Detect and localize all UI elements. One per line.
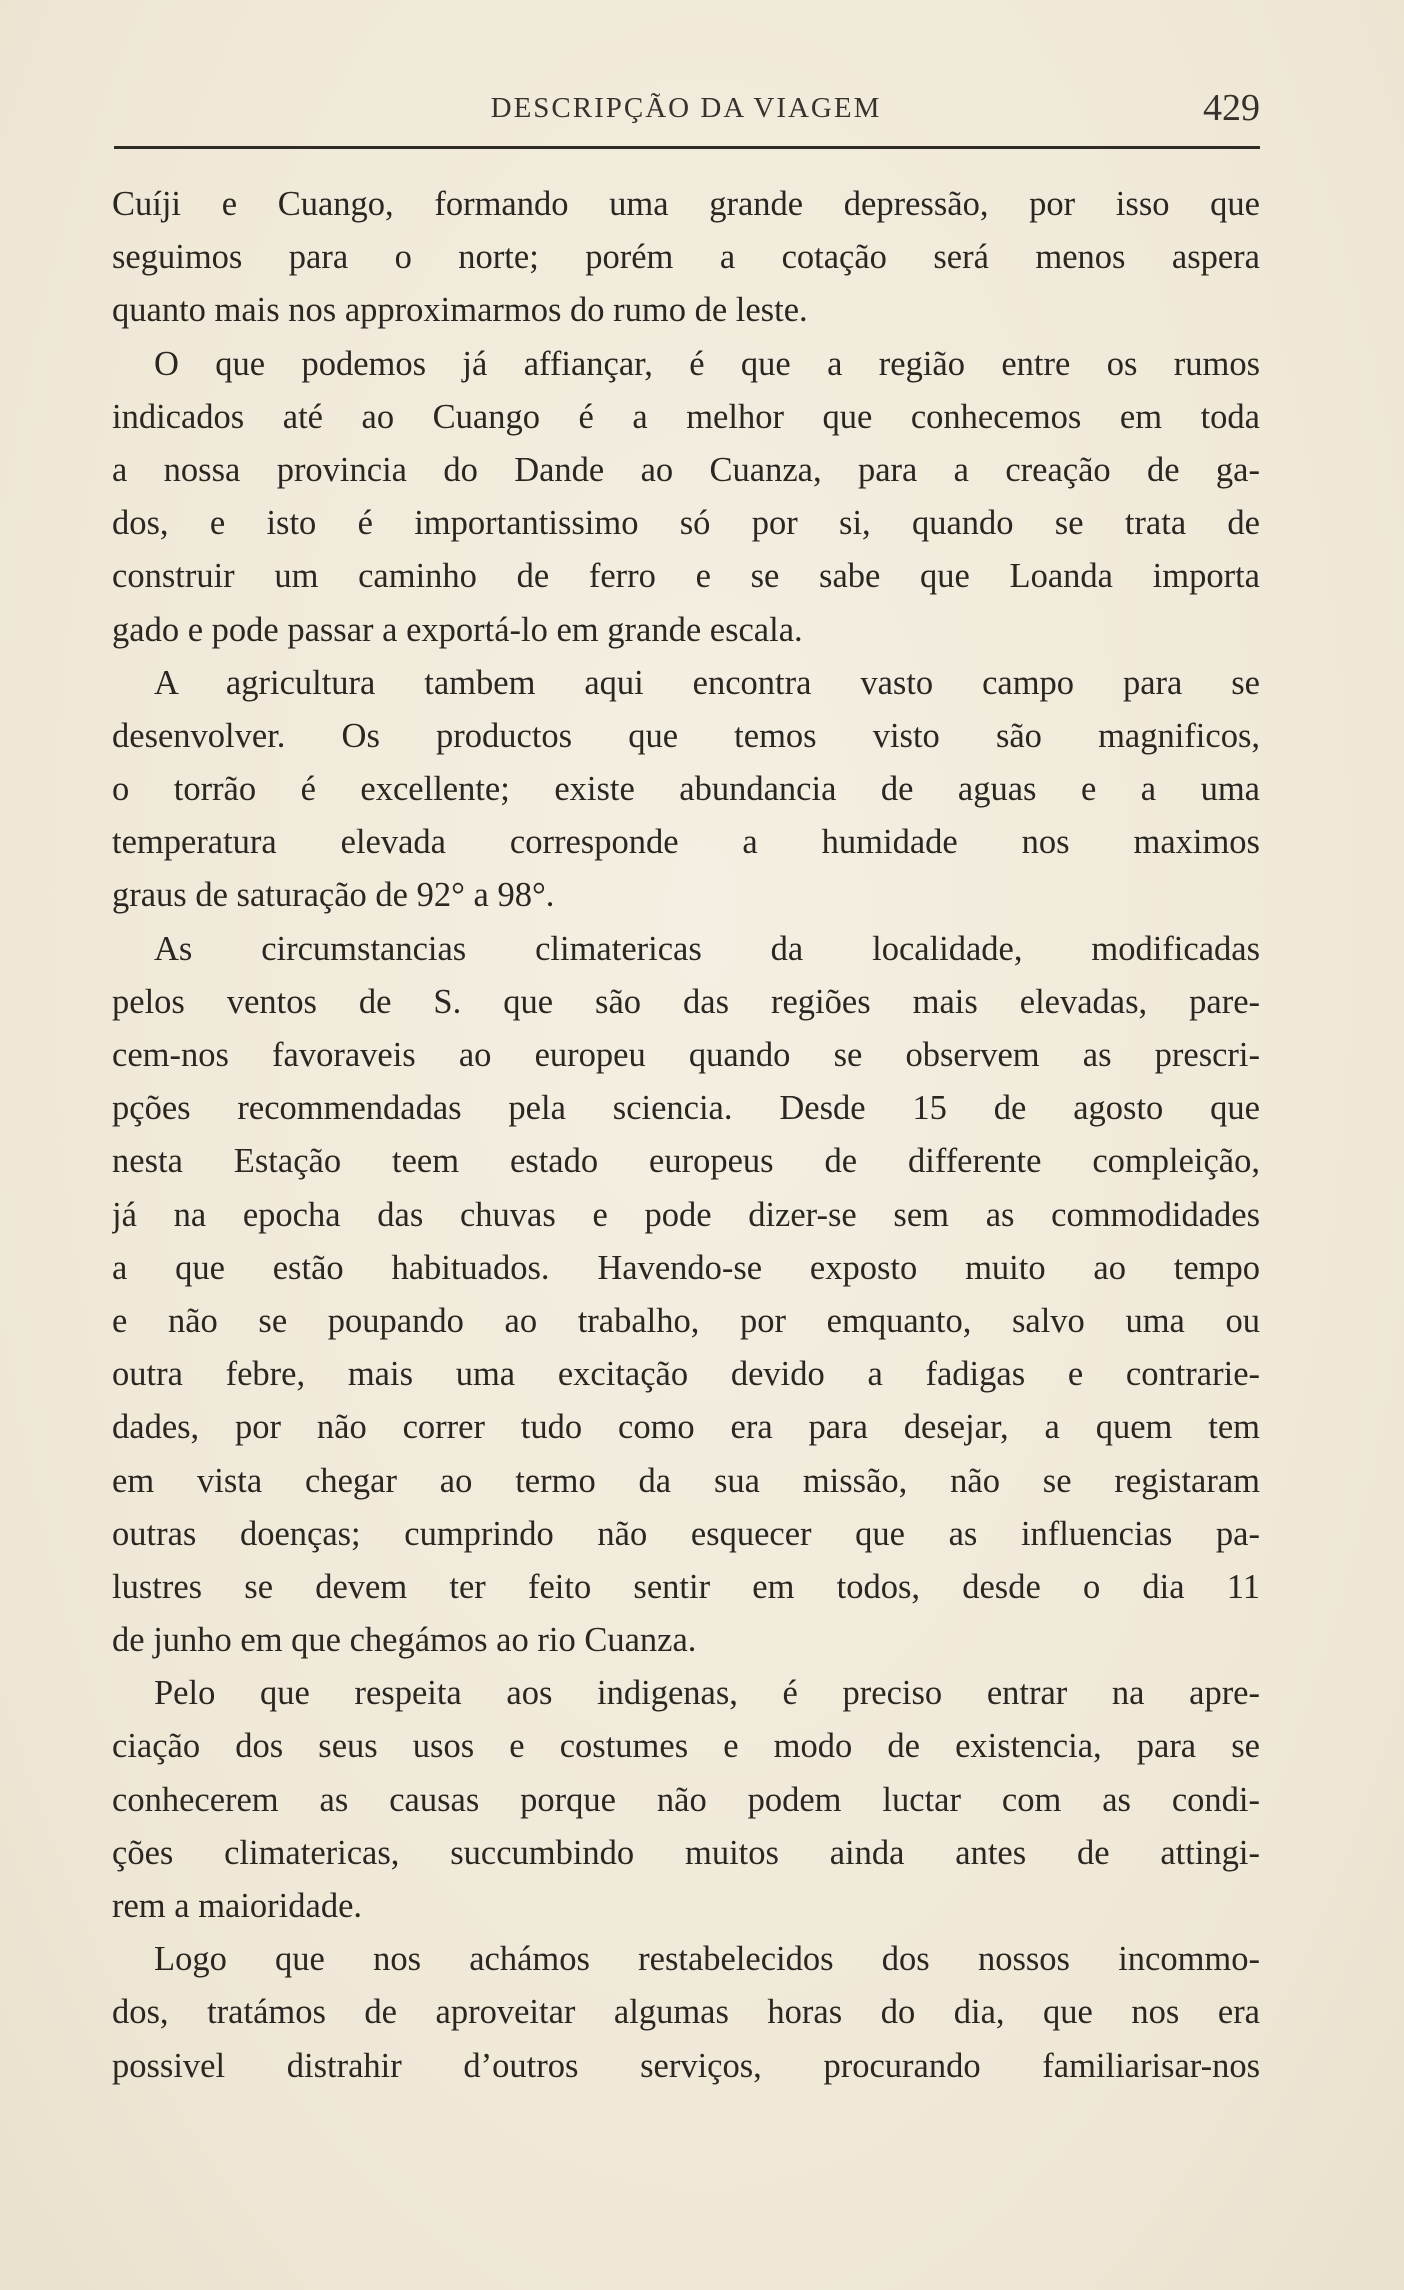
text-line: possivel distrahir d’outros serviços, procurando familiarisar-nos	[112, 2046, 1260, 2085]
text-line: a que estão habituados. Havendo-se exposto muito ao tempo	[112, 1248, 1260, 1287]
text-line: construir um caminho de ferro e se sabe que Loanda importa	[112, 557, 1260, 596]
text-line: quanto mais nos approximarmos do rumo de leste.	[112, 291, 808, 330]
text-line: ções climatericas, succumbindo muitos ainda antes de attingi-	[112, 1833, 1260, 1872]
page-number: 429	[1203, 87, 1260, 129]
text-line: seguimos para o norte; porém a cotação será menos aspera	[112, 238, 1260, 277]
running-head	[112, 86, 1260, 136]
text-line: pções recommendadas pela sciencia. Desde 15 de agosto que	[112, 1089, 1260, 1128]
text-line: lustres se devem ter feito sentir em todos, desde o dia 11	[112, 1567, 1260, 1606]
text-line: já na epocha das chuvas e pode dizer-se sem as commodidades	[112, 1195, 1260, 1234]
text-line: Pelo que respeita aos indigenas, é preciso entrar na apre-	[154, 1674, 1260, 1713]
body-text	[112, 178, 1260, 2093]
text-line: dos, tratámos de aproveitar algumas horas do dia, que nos era	[112, 1993, 1260, 2032]
text-line: temperatura elevada corresponde a humidade nos maximos	[112, 823, 1260, 862]
running-title: DESCRIPÇÃO DA VIAGEM	[490, 92, 882, 124]
text-line: a nossa provincia do Dande ao Cuanza, para a creação de ga-	[112, 450, 1260, 489]
text-line: Logo que nos achámos restabelecidos dos nossos incommo-	[154, 1940, 1260, 1979]
text-line: cem-nos favoraveis ao europeu quando se observem as prescri-	[112, 1036, 1260, 1074]
text-line: rem a maioridade.	[112, 1887, 363, 1925]
text-line: em vista chegar ao termo da sua missão, não se registaram	[112, 1461, 1260, 1500]
text-line: O que podemos já affiançar, é que a região entre os rumos	[154, 344, 1260, 383]
text-line: de junho em que chegámos ao rio Cuanza.	[112, 1621, 697, 1660]
text-line: dades, por não correr tudo como era para desejar, a quem tem	[112, 1408, 1260, 1447]
header-rule	[114, 146, 1260, 149]
text-line: o torrão é excellente; existe abundancia de aguas e a uma	[112, 770, 1260, 809]
text-line: graus de saturação de 92° a 98°.	[112, 876, 555, 915]
text-line: A agricultura tambem aqui encontra vasto campo para se	[154, 663, 1260, 702]
text-line: Cuíji e Cuango, formando uma grande depressão, por isso que	[112, 185, 1260, 223]
text-line: outra febre, mais uma excitação devido a fadigas e contrarie-	[112, 1355, 1260, 1394]
text-line: conhecerem as causas porque não podem luctar com as condi-	[112, 1780, 1260, 1819]
text-line: pelos ventos de S. que são das regiões mais elevadas, pare-	[112, 982, 1260, 1021]
text-line: As circumstancias climatericas da localidade, modificadas	[154, 929, 1260, 968]
text-line: desenvolver. Os productos que temos visto são magnificos,	[112, 716, 1260, 755]
text-line: gado e pode passar a exportá-lo em grande escala.	[112, 610, 803, 649]
text-line: e não se poupando ao trabalho, por emquanto, salvo uma ou	[112, 1301, 1260, 1340]
text-line: ciação dos seus usos e costumes e modo de existencia, para se	[112, 1727, 1260, 1766]
text-line: dos, e isto é importantissimo só por si, quando se trata de	[112, 504, 1260, 543]
text-line: nesta Estação teem estado europeus de differente compleição,	[112, 1142, 1260, 1181]
text-line: outras doenças; cumprindo não esquecer que as influencias pa-	[112, 1514, 1260, 1553]
text-line: indicados até ao Cuango é a melhor que conhecemos em toda	[112, 397, 1260, 436]
